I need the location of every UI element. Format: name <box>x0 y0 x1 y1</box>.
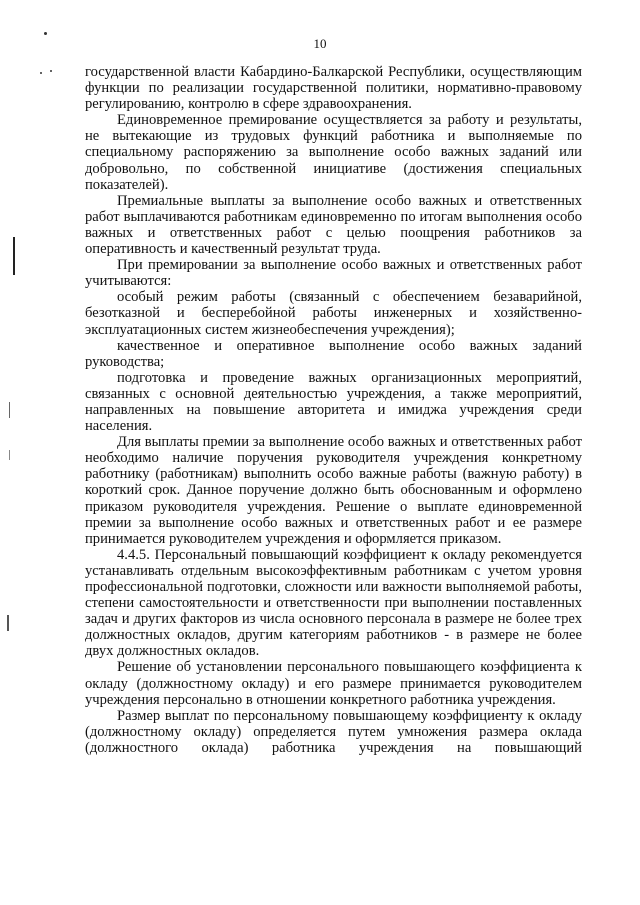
paragraph-section-4-4-5: 4.4.5. Персональный повышающий коэффициент к окладу рекомендуется устанавливать отдельным высокоэффективным работникам с учетом уровня профессиональной подготовки, сложности или важности выполняемой работы, степени самостоятельности и ответственности при выполнении поставленных задач и других факторов из числа основного персонала в размере не более трех должностных окладов, другим категориям работников - в размере не более двух должностных окладов. <box>85 546 582 660</box>
page-number: 10 <box>313 36 327 51</box>
revision-bar <box>9 402 10 418</box>
scan-speck <box>44 32 47 35</box>
scan-speck <box>50 70 52 72</box>
list-item-quality-tasks: качественное и оперативное выполнение особо важных заданий руководства; <box>85 337 582 370</box>
paragraph-coefficient-decision: Решение об установлении персонального повышающего коэффициента к окладу (должностному окладу) и его размере принимается руководителем учреждения персонально в отношении конкретного работника учреждения. <box>85 659 582 708</box>
revision-bar <box>13 237 15 275</box>
list-item-events: подготовка и проведение важных организационных мероприятий, связанных с основной деятельностью учреждения, а также мероприятий, направленных на повышение авторитета и имиджа учреждения среди населения. <box>85 369 582 435</box>
scan-speck <box>40 72 42 74</box>
paragraph-payment-size: Размер выплат по персональному повышающему коэффициенту к окладу (должностному окладу) определяется путем умножения размера оклада (должностного оклада) работника учреждения на повышающий <box>85 707 582 756</box>
paragraph-one-time-bonus: Единовременное премирование осуществляется за работу и результаты, не вытекающие из трудовых функций работника и выполняемые по специальному распоряжению за выполнение особо важных заданий или добровольно, по собственной инициативе (достижения специальных показателей). <box>85 112 582 193</box>
document-body <box>85 64 582 756</box>
revision-bar <box>7 615 9 631</box>
paragraph-continuation: государственной власти Кабардино-Балкарской Республики, осуществляющим функции по реализации государственной политики, нормативно-правовому регулированию, контролю в сфере здравоохранения. <box>85 64 582 113</box>
revision-bar <box>9 450 10 460</box>
paragraph-bonus-order: Для выплаты премии за выполнение особо важных и ответственных работ необходимо наличие поручения руководителя учреждения конкретному работнику (работникам) выполнить особо важные работы (важную работу) в короткий срок. Данное поручение должно быть обоснованным и оформлено приказом руководителя учреждения. Решение о выплате единовременной премии за выполнение особо важных и ответственных работ и ее размере принимается руководителем учреждения и оформляется приказом. <box>85 434 582 547</box>
paragraph-criteria-intro: При премировании за выполнение особо важных и ответственных работ учитываются: <box>85 257 582 290</box>
list-item-special-mode: особый режим работы (связанный с обеспечением безаварийной, безотказной и бесперебойной работы инженерных и хозяйственно-эксплуатационных систем жизнеобеспечения учреждения); <box>85 289 582 338</box>
paragraph-bonus-payments: Премиальные выплаты за выполнение особо важных и ответственных работ выплачиваются работникам единовременно по итогам выполнения особо важных и ответственных работ с целью поощрения работников за оперативность и качественный результат труда. <box>85 192 582 258</box>
